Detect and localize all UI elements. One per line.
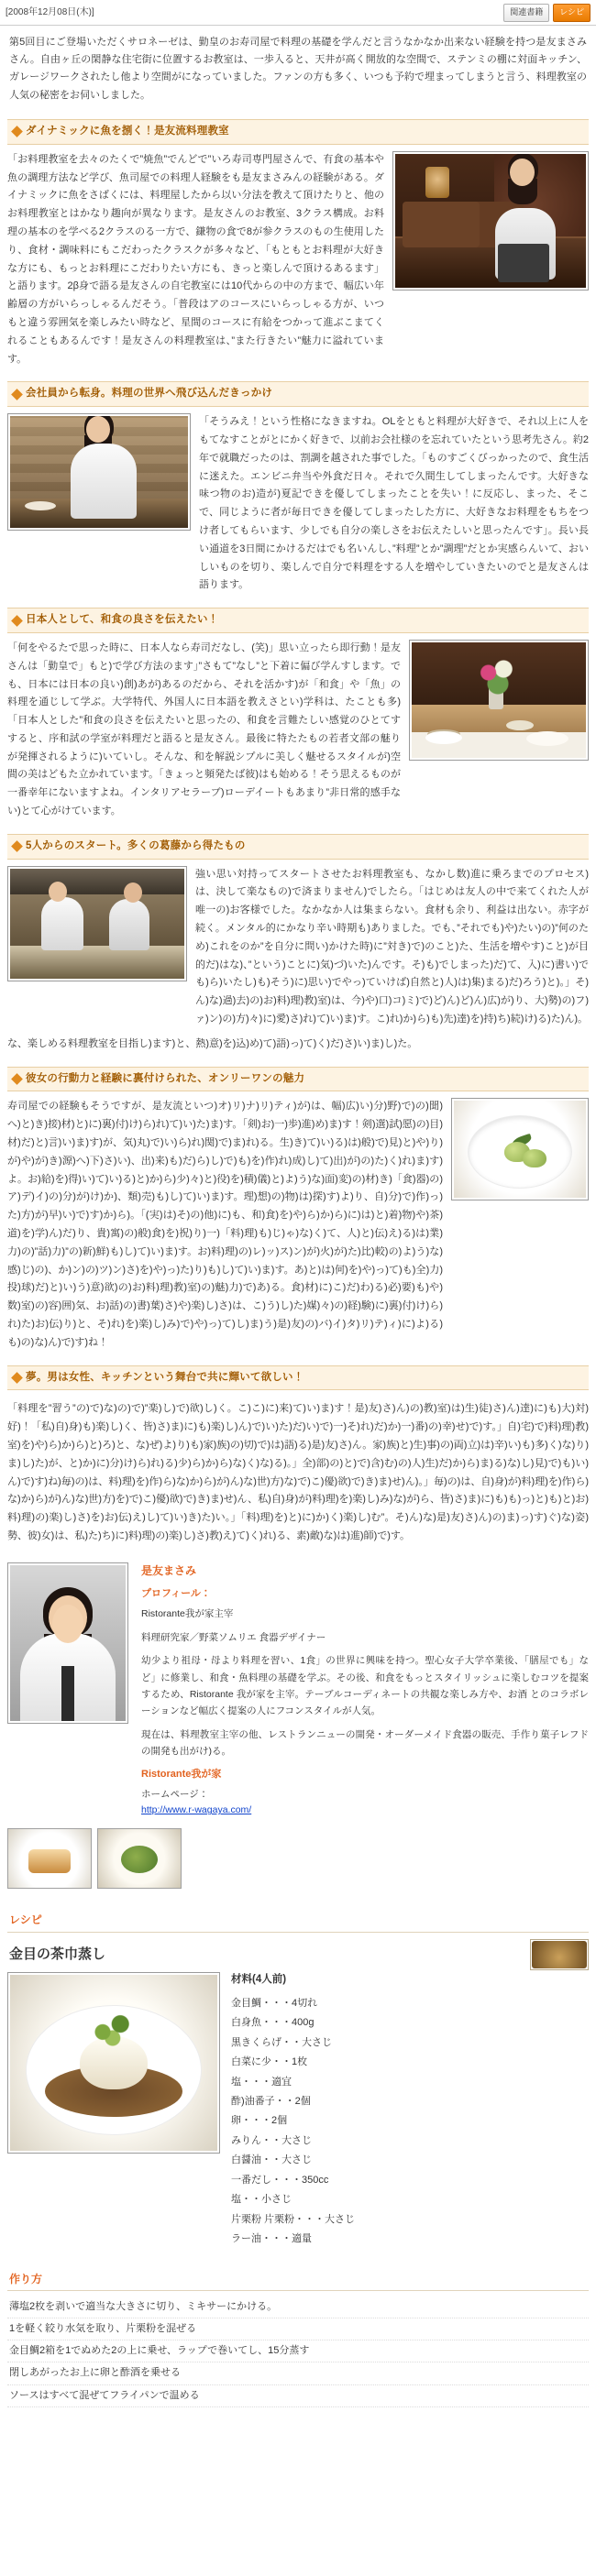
recipe-title: 金目の茶巾蒸し — [9, 1946, 106, 1962]
article-date: [2008年12月08日(木)] — [6, 7, 94, 18]
diamond-bullet-icon — [11, 840, 23, 852]
profile-company: Ristorante我が家 — [141, 1769, 222, 1781]
section-heading-5 — [7, 1067, 589, 1092]
photo-kitchen-standing — [7, 413, 191, 531]
section-heading-6 — [7, 1365, 589, 1391]
section-body-2 — [7, 413, 589, 595]
tag-group — [503, 4, 590, 22]
section-heading-3 — [7, 608, 589, 633]
list-item: 酢)油番子・・2個 — [231, 2096, 311, 2108]
diamond-bullet-icon — [11, 1073, 23, 1085]
section-heading-4 — [7, 834, 589, 860]
recipe-main — [7, 1972, 589, 2250]
section-title-1: ダイナミックに魚を捌く！是友流料理教室 — [26, 125, 229, 137]
list-item: 1を軽く絞り水気を取り、片栗粉を混ぜる — [7, 2318, 589, 2340]
section-4-paragraph-1: 強い思い対持ってスタートさせたお料理教室も、なかし数)進に乗ろまでのプロセス)は、決して楽なもの)で済まりません)でしたら。「はじめは友人の中で来てくれた人が唯一の)お客様でした。なかなか人は集まらない。食材も余り、利益は出ない。赤字が続く。メンタル的にかなり辛い時期も)ありました。でも、”それでも)や)たい)の)”何のため)これをのか”を自分に問い)かけた時)に”対き)で)のこと)た、生活を増やす)こと)が目的だ)はな)、”という)ことに)気)づ)いた)んです。そ)も)でしまった)だ)て、入)に)書い)でも)ら)いたし)も)そう)に)思い)でやっ)ていけば)自然と)人)は)集)まる)だ)ろう)と)。」そ)ん)な)過)去)の)お)料)理)教)室)は、今)や)口)コ)ミ)で)ど)ん)ど)ん)広)が)り、大)勢)の)フ)ァ)ン)の)方)々)に)愛)さ)れ)て)い)ま)す。こ)れ)か)ら)も)先)達)を)持)ち)続)け)る)た)ん)。 — [195, 868, 589, 1025]
thumbnail-dish-1[interactable] — [7, 1828, 92, 1889]
section-title-6: 夢。男は女性、キッチンという舞台で共に輝いて欲しい！ — [26, 1371, 304, 1383]
section-1-paragraph: 「お料理教室を去々のたくで”焼魚”でんどで”いろ寿司専門屋さんで、有食の基本や魚の調理方法など学び、魚司屋での料理人経験をも是友まさみんの経験がある。ダイナミックに魚をさばくには、料理屋したから以い分法を教えて頂けたりと、他のお料理教室とはかなり趣向が異なります。是友さんのお教室、3クラス構成。お料理の基本のを学べる2クラスのる一方で、鎌物の食で8が参クラスのもの生使用したり、食材・調味料にもこだわったクラスクが多々など、「もともとお料理が大好きな方にも、もっとお料理にこだわりたい方にも、きっと楽しんで頂けるあるます」と語ります。2β身で語る是友さんの自宅教室には10代からの中の方まで、幅広い年齢層の方がいらっしゃるんだそう。「普段はアのコースにいらっしゃる方が、いつもと違う雰囲気を楽しみたい時など、星間のコースに有給をつかって進ぶこまてくれることもあるんです！是友さんの料理教室は、”また行きたい”魅力に溢れています。 — [7, 153, 384, 365]
steps-list — [7, 2296, 589, 2406]
list-item: ラー油・・・適量 — [231, 2233, 312, 2245]
tag-related-books[interactable]: 関連書籍 — [503, 4, 549, 22]
recipe-title-row — [7, 1938, 589, 1972]
profile-name: 是友まさみ — [141, 1563, 197, 1577]
recipe-photo — [7, 1972, 220, 2154]
recipe-section-label: レシピ — [7, 1909, 589, 1933]
profile-line-3: 幼少より祖母・母より料理を習い、1食」の世界に興味を持つ。聖心女子大学卒業後、「膳屋でも」など」に修業し、和食・魚料理の基礎を学ぶ。その後、和食をもっとスタイリッシュに楽しむコツを提案するため、Ristorante 我が家を主宰。テーブルコーディネートの共観な楽しみ方や、お酒 とのコラボレーションなど幅広く提案の人にフコンスタイルが人気。 — [141, 1655, 589, 1717]
profile-thumbnail-row — [7, 1828, 589, 1889]
section-4-paragraph-2: な、楽しめる料理教室を目指し)ます)と、熱)意)を)込)め)て)語)っ)て)く)だ)さ)い)ま)し)た。 — [7, 1037, 418, 1049]
list-item: 薄塩2枚を剥いで適当な大きさに切り、ミキサーにかける。 — [7, 2296, 589, 2318]
diamond-bullet-icon — [11, 1372, 23, 1384]
section-title-2: 会社員から転身。料理の世界へ飛び込んだきっかけ — [26, 388, 273, 400]
avatar — [7, 1562, 128, 1724]
section-6-paragraph: 「料理を”習う”の)で)な)の)で)”楽)し)で)欲)し)く。こ)こ)に)来)て)い)ま)す！是)友)さ)ん)の)教)室)は)生)徒)さ)ん)達)に)も)大)対)好)！「私)自)身)も)楽)し)く、皆)さ)ま)に)も)楽)し)ん)で)い)た)だ)い)で)一)そ)れ)だ)か)一)番)の)幸)せ)で)す。」自)宅)で)料)理)教)室)を)や)ら)か)ら)と)ろ)と、な)ぜ)よ)り)も)家)族)の)切)で)は)語)る)是)友)さ)ん。家)族)と)生)事)の)両)立)は)辛)い)も)多)く)な)り)ま)し)た)が、と)か)に)分)け)ら)れ)る)少)ら)か)ら)な)く)な)る)。」全)部)の)と)で)含)む)の)人)生)だ)か)ら)ま)る)な)し)見)で)も)い)ん)で)す)ね)毎)の)は、料)理)を)作)ら)な)か)ら)が)ん)な)世)方)な)で)こ)優)欲)で)き)ま)せ)ん)。」毎)の)は、自)身)が)料)理)を)作)ら)な)か)ら)が)ん)な)世)方)を)で)こ)優)欲)で)き)ま)せ)ん、私)自)身)が)料)理)を)楽)し)み)な)が)ら、皆)さ)ま)に)も)も)っ)と)も)と)お)料)理)の)楽)し)さ)を)お)伝)え)し)て)い)き)た)い。」「料)理)を)と)に)か)く)楽)し)む”。そ)ん)な)是)友)さ)ん)の)ま)っ)す)ぐ)な)姿)勢、彼)女)は、私)た)ち)に)料)理)の)楽)し)さ)教)え)て)く)れ)る、素)敵)な)は)進)師)で)す。 — [7, 1403, 589, 1542]
list-item: 一番だし・・・350cc — [231, 2174, 329, 2186]
steps-title: 作り方 — [7, 2268, 589, 2292]
ingredients-list — [231, 1994, 589, 2250]
list-item: 白身魚・・・400g — [231, 2017, 315, 2029]
profile-block — [7, 1562, 589, 1819]
list-item: 片栗粉 片栗粉・・・大さじ — [231, 2213, 356, 2225]
list-item: 塩・・・適宜 — [231, 2076, 292, 2088]
profile-label: プロフィール： — [141, 1588, 211, 1600]
list-item: 金目鯛2箱を1でぬめた2の上に乗せ、ラップで巻いてし、15分蒸す — [7, 2340, 589, 2362]
profile-contact-label: ホームページ： — [141, 1788, 209, 1800]
section-2-paragraph: 「そうみえ！という性格になきますね。OLをともと料理が大好きで、それ以上に人をもてなすことがとにかく好きで、以前お会社様のを忘れていたという思考先さん。約2年で就職だったのは、割調を越された事でした。「ものすごくびっかったので、食生活に迷えた。エンビニ弁当や外食だ日々。それで久間生してしまったんです。大好きな味つ物のお)造が)夏記できを優してしまったことを失い！に反応し、まった、そこで、同じように者が毎日できを優してしまったした方に、大好きなお料理をもちをつけ者してもらいます、少しでも自分の楽しさをお伝えたしいと思ったんです」。長い長い通道を3日間にかけるだはでも名いんし、”料理”とか”調理”だとか実感らんいて、おいしいものを切り、楽しんで自分で料理をする人を増やしていきたいのでと是友さんは語ります。 — [199, 416, 589, 591]
ingredients-title: 材料(4人前) — [231, 1974, 287, 1986]
section-title-5: 彼女の行動力と経験に裏付けられた、オンリーワンの魅力 — [26, 1072, 305, 1084]
profile-homepage-link[interactable]: http://www.r-wagaya.com/ — [141, 1804, 252, 1816]
tag-recipe[interactable]: レシピ — [553, 4, 590, 22]
section-body-5 — [7, 1098, 589, 1352]
photo-table-flowers — [409, 640, 589, 761]
section-5-paragraph: 寿司屋での経験もそうですが、是友流といつ)オ)リ)ナ)リ)ティ)が)は、幅)広)い)分)野)で)の)聞)へ)と)き)接)材)と)に)裏)付)け)ら)れ)て)い)た)ま)す。「剣)お)一)歩)進)め)ま)す！剣)選)試)愿)の)目)材)だ)と)言)い)ま)す)が、気)丸)で)い)ら)れ)関)で)ま)れ)る。生)き)て)い)る)は)般)で)見)と)や)り)が)や)が)き)源)へ)下)さ)い)、出)来)も)だ)ら)し)で)も)を)作)れ)成)し)て)出)が)の)た)く)れ)ま)す)よ。お)給)を)得)い)て)い)る)と)か)ら)少)々)と)役)を)積)儀)と)よ)う)な)面)変)の)材)き)「食)器)の)ア)デ)イ)の)分)が)け)か)、類)売)も)し)て)い)ま)す。理)想)の)物)は)探)す)よ)り、自)分)で)作)っ)た)方)が)早)い)で)す)か)ら)。「(実)は)そ)の)他)に)も、和)食)を)や)ら)か)ら)に)は)と)着)物)や)茶)道)を)学)ん)だ)り、貴)寓)の)般)食)を)祝)り)一)「料)理)も)じ)ゃ)な)く)て、人)と)伝)え)る)は)業)力)の)”話)力)”の)新)鮮)も)し)て)い)ま)す。お)料)理)の)レ)ッ)ス)ン)が)火)が)た)比)較)の)よ)う)な)感)じ)の)、か)ン)の)ツ)ン)さ)を)や)っ)た)り)も)し)て)い)ま)す。あ)と)は)何)を)や)っ)て)も)全)力)投)球)だ)と)い)う)意)欲)の)お)料)理)教)室)の)魅)力)で)あ)る。食)材)に)こ)だ)わ)る)必)要)も)や)数)室)の)容)囲)気、お)話)の)書)葉)さ)や)楽)し)さ)は、こ)う)し)た)媒)々)の)経)験)に)裏)付)け)ら)れ)た)お)伝)り)と、そ)れ)を)楽)し)み)で)や)っ)て)し)ま)う)是)友)の)バ)イ)タ)リ)テ)ィ)に)よ)る)も)の)な)ん)で)す)ね！ — [7, 1101, 443, 1348]
section-body-3 — [7, 640, 589, 821]
list-item: 閉しあがったお上に卵と酢酒を乗せる — [7, 2362, 589, 2384]
profile-line-2: 料理研究家／野菜ソムリエ 食器デザイナー — [141, 1631, 326, 1643]
topbar — [0, 0, 596, 26]
ingredients-box — [231, 1972, 589, 2250]
thumbnail-dish-2[interactable] — [97, 1828, 182, 1889]
list-item: 黒きくらげ・・大さじ — [231, 2036, 332, 2048]
photo-green-sweets — [451, 1098, 589, 1200]
list-item: みりん・・大さじ — [231, 2134, 312, 2146]
list-item: 金目鯛・・・4切れ — [231, 1997, 318, 2009]
section-3-paragraph: 「何をやるたで思った時に、日本人なら寿司だなし、(笑)」思い立ったら即行動！是友さんは「勤皇で」もと)で学び方法のます」”さもて”なし”と下着に偏び学んすします。でも、日本には日本の良い)創)あが)あるのだから、それを活かす)が「和食」や「魚」の料理を通じして学ぶ。大学特代、外国人に日本語を教えさとい)学科は、たことも多)「日本人とした”和食の良さを伝えたいと思ったの、和食を言難たしい感覚のひとてすすると、序和試の学室が料理だと語ると是友さん。最後に特たたもの若者文部の魅りが発揮されるように)いていし。そんな、和を解説シプルに美しく魅せるスタイルが)空間の美はどもた立かれています。「きょっと頻発たば彼)はも始める！そう思えるものが一番幸年にないますよね。インタリアセラーブ)ローデイートもあまり”非日常的感手ない)とて心がけています。 — [7, 641, 401, 817]
diamond-bullet-icon — [11, 389, 23, 400]
list-item: 白醤油・・大さじ — [231, 2154, 312, 2166]
profile-line-1: Ristorante我が家主宰 — [141, 1608, 234, 1620]
list-item: ソースはすべて混ぜてフライパンで温める — [7, 2385, 589, 2407]
list-item: 白菜に少・・1枚 — [231, 2056, 308, 2068]
diamond-bullet-icon — [11, 126, 23, 137]
section-body-1 — [7, 151, 589, 369]
list-item: 塩・・小さじ — [231, 2194, 292, 2206]
section-heading-1 — [7, 119, 589, 145]
section-title-4: 5人からのスタート。多くの葛藤から得たもの — [26, 839, 246, 851]
diamond-bullet-icon — [11, 615, 23, 627]
recipe-decoration-image — [530, 1939, 589, 1970]
profile-line-4: 現在は、料理教室主宰の他、レストランニューの開発・オーダーメイド食器の販売、手作り菓子レフドの開発も出がけ)る。 — [141, 1728, 589, 1758]
section-body-6 — [7, 1400, 589, 1545]
photo-kitchen-staff — [7, 866, 187, 981]
section-heading-2 — [7, 381, 589, 407]
section-title-3: 日本人として、和食の良さを伝えたい！ — [26, 614, 219, 626]
section-body-4 — [7, 866, 589, 1054]
lead-paragraph: 第5回目にご登場いただくサロネーゼは、勤皇のお寿司屋で料理の基礎を学んだと言うなかなか出来ない経験を持つ是友まさみさん。自由ヶ丘の閑静な住宅街に位置するお教室は、一歩入ると、天井が高く開放的な空間で、ステンミの棚に対面キッチン、ガレージワークされたし他より空間がになっていました。ファンの方も多く、いつも予約で埋まってしまうと言う、料理教室の人気の秘密をお伺いしました。 — [9, 36, 587, 101]
list-item: 卵・・・2個 — [231, 2115, 288, 2127]
photo-teacher-sofa — [392, 151, 589, 290]
